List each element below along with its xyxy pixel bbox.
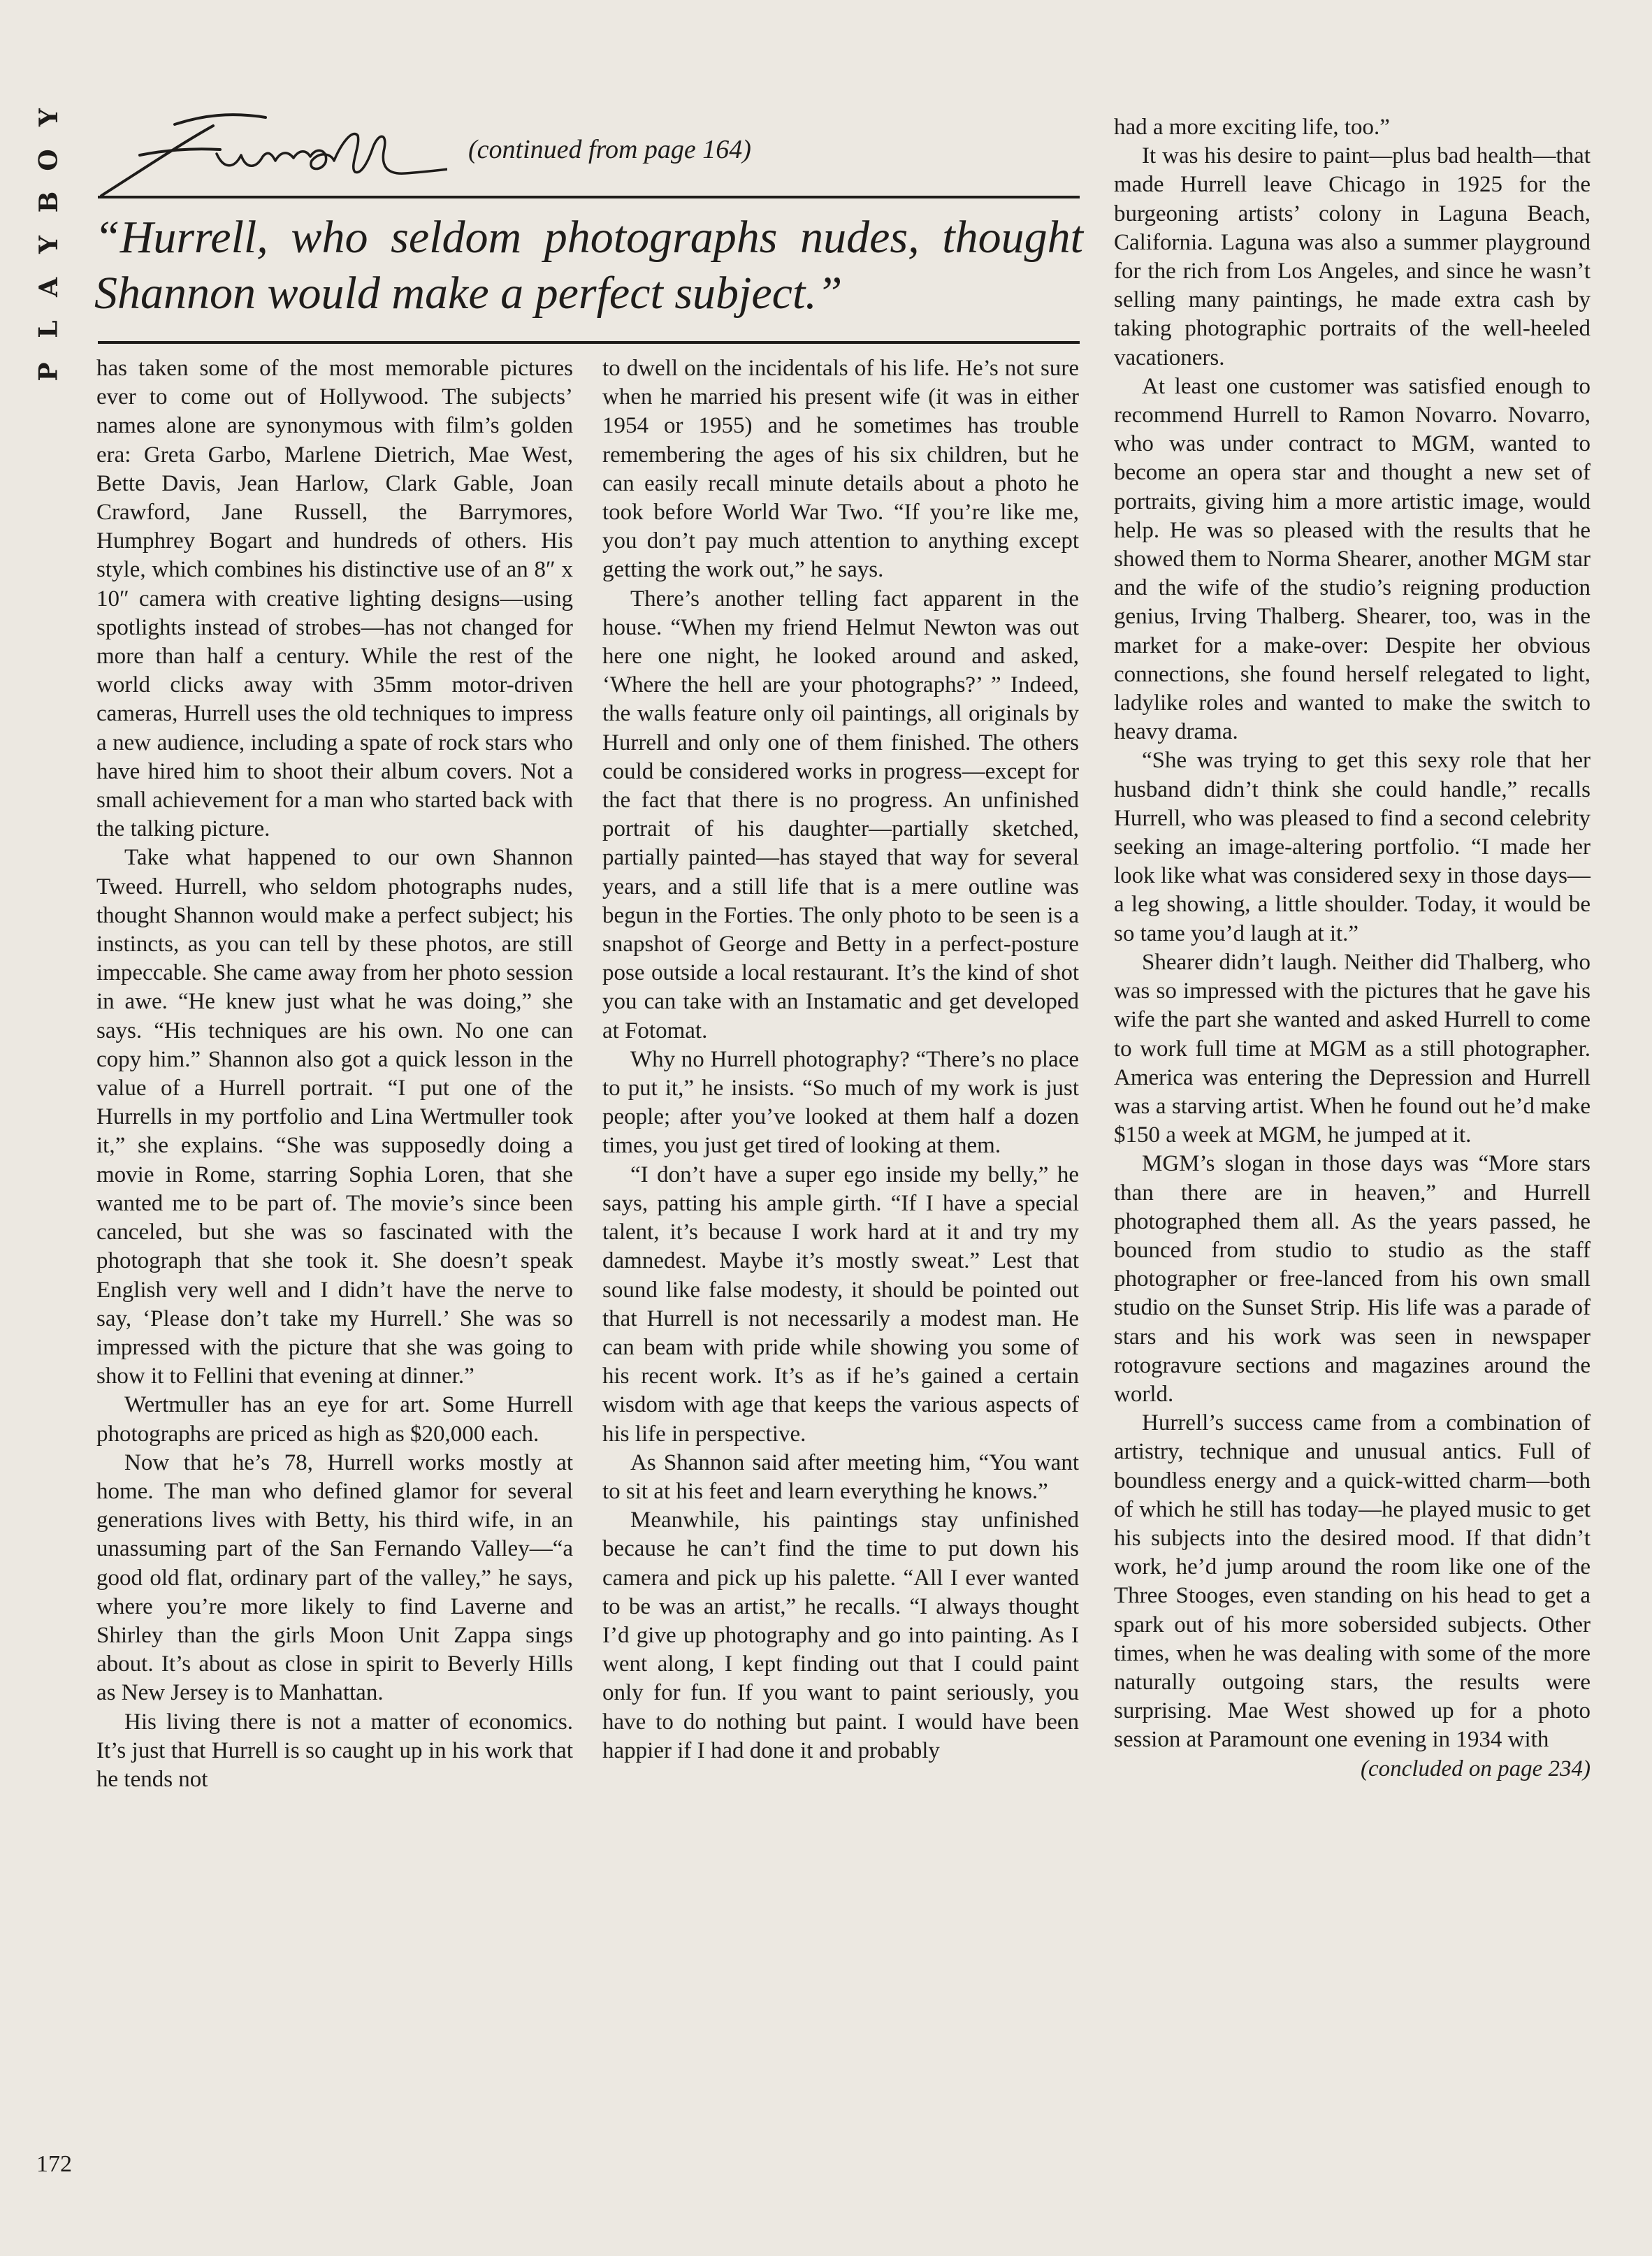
concluded-on-note: (concluded on page 234) xyxy=(1361,1756,1591,1781)
hurrell-signature-graphic xyxy=(98,105,447,203)
paragraph: It was his desire to paint—plus bad health—that made Hurrell leave Chicago in 1925 for the burgeoning artists’ colony in Laguna Beach, California. Laguna was also a summer playground for the rich from Los Angeles, and since he wasn’t selling many paintings, he made extra cash by taking photographic portraits of the well-heeled vacationers. xyxy=(1114,143,1591,370)
paragraph: Hurrell’s success came from a combination of artistry, technique and unusual antics. Full of boundless energy and a quick-witted charm—both of which he still has today—he played music to get his subjects into the desired mood. If that didn’t work, he’d jump around the room like one of the Three Stooges, even standing on his head to get a spark out of his more sobersided subjects. Other times, when he was dealing with some of the more naturally outgoing stars, the results were surprising. Mae West showed up for a photo session at Paramount one evening in 1934 with xyxy=(1114,1410,1591,1753)
paragraph: “She was trying to get this sexy role that her husband didn’t think she could handle,” recalls Hurrell, who was pleased to find a second celebrity seeking an image-altering portfolio. “I made her look like what was considered sexy in those days—a leg showing, a little shoulder. Today, it would be so tame you’d laugh at it.” xyxy=(1114,748,1591,946)
logo-letter: P xyxy=(34,362,64,382)
paragraph: Take what happened to our own Shannon Tweed. Hurrell, who seldom photographs nudes, thought Shannon would make a perfect subject; his instincts, as you can tell by these photos, are still impeccable. She came away from her photo session in awe. “He knew just what he was doing,” she says. “His techniques are his own. No one can copy him.” Shannon also got a quick lesson in the value of a Hurrell portrait. “I put one of the Hurrells in my portfolio and Lina Wertmuller took it,” she explains. “She was supposedly doing a movie in Rome, starring Sophia Loren, that she wanted me to be part of. The movie’s since been canceled, but she was so fascinated with the photograph that she took it. She doesn’t speak English very well and I didn’t have the nerve to say, ‘Please don’t take my Hurrell.’ She was so impressed with the picture that she was going to show it to Fellini that evening at dinner.” xyxy=(96,845,573,1389)
paragraph: MGM’s slogan in those days was “More stars than there are in heaven,” and Hurrell photographed them all. As the years passed, he bounced from studio to studio as the staff photographer or free-lanced from his own small studio on the Sunset Strip. His life was a parade of stars and his work was seen in newspaper rotogravure sections and magazines around the world. xyxy=(1114,1151,1591,1407)
paragraph: to dwell on the incidentals of his life. He’s not sure when he married his present wife (it was in either 1954 or 1955) and he sometimes has trouble remembering the ages of his six children, but he can easily recall minute details about a photo he took before World War Two. “If you’re like me, you don’t pay much attention to anything except getting the work out,” he says. xyxy=(602,356,1079,583)
logo-letter: O xyxy=(34,148,64,171)
text-column-1 xyxy=(96,354,573,1794)
divider-bottom xyxy=(98,341,1080,344)
paragraph: There’s another telling fact apparent in the house. “When my friend Helmut Newton was out here one night, he looked around and asked, ‘Where the hell are your photographs?’ ” Indeed, the walls feature only oil paintings, all originals by Hurrell and only one of them finished. The others could be considered works in progress—except for the fact that there is no progress. An unfinished portrait of his daughter—partially sketched, partially painted—has stayed that way for several years, and a still life that is a mere outline was begun in the Forties. The only photo to be seen is a snapshot of George and Betty in a perfect-posture pose outside a local restaurant. It’s the kind of shot you can take with an Instamatic and get developed at Fotomat. xyxy=(602,586,1079,1043)
text-column-3 xyxy=(1114,113,1591,1784)
logo-letter: L xyxy=(34,320,64,338)
paragraph: Shearer didn’t laugh. Neither did Thalberg, who was so impressed with the pictures that he gave his wife the part she wanted and asked Hurrell to come to work full time at MGM as a still photographer. America was entering the Depression and Hurrell was a starving artist. When he found out he’d make $150 a week at MGM, he jumped at it. xyxy=(1114,949,1591,1148)
continued-from-note: (continued from page 164) xyxy=(468,135,751,164)
paragraph: Wertmuller has an eye for art. Some Hurrell photographs are priced as high as $20,000 each. xyxy=(96,1392,573,1447)
text-column-2 xyxy=(602,354,1079,1765)
paragraph: had a more exciting life, too.” xyxy=(1114,115,1390,140)
logo-letter: B xyxy=(34,191,64,213)
pull-quote xyxy=(94,210,1083,321)
pull-quote-line: “Hurrell, who seldom photographs nudes, thought xyxy=(94,212,1083,263)
paragraph: Why no Hurrell photography? “There’s no place to put it,” he insists. “So much of my work is just people; after you’ve looked at them half a dozen times, you just get tired of looking at them. xyxy=(602,1046,1079,1159)
logo-letter: A xyxy=(34,277,64,297)
paragraph: His living there is not a matter of economics. It’s just that Hurrell is so caught up in his work that he tends not xyxy=(96,1709,573,1792)
page-number: 172 xyxy=(36,2151,72,2177)
paragraph: “I don’t have a super ego inside my belly,” he says, patting his ample girth. “If I have a special talent, it’s because I work hard at it and try my damnedest. Maybe it’s mostly sweat.” Lest that sound like false modesty, it should be pointed out that Hurrell is not necessarily a modest man. He can beam with pride while showing you some of his recent work. It’s as if he’s gained a certain wisdom with age that keeps the various aspects of his life in perspective. xyxy=(602,1162,1079,1447)
article-header xyxy=(98,105,1080,203)
magazine-logo-vertical xyxy=(34,105,64,384)
paragraph: has taken some of the most memorable pictures ever to come out of Hollywood. The subjects’ names alone are synonymous with film’s golden era: Greta Garbo, Marlene Dietrich, Mae West, Bette Davis, Jean Harlow, Clark Gable, Joan Crawford, Jane Russell, the Barrymores, Humphrey Bogart and hundreds of others. His style, which combines his distinctive use of an 8″ x 10″ camera with creative lighting designs—using spotlights instead of strobes—has not changed for more than half a century. While the rest of the world clicks away with 35mm motor-driven cameras, Hurrell uses the old techniques to impress a new audience, including a spate of rock stars who have hired him to shoot their album covers. Not a small achievement for a man who started back with the talking picture. xyxy=(96,356,573,842)
logo-letter: Y xyxy=(34,236,64,254)
logo-letter: Y xyxy=(34,108,64,126)
paragraph: Now that he’s 78, Hurrell works mostly at home. The man who defined glamor for several generations lives with Betty, his third wife, in an unassuming part of the San Fernando Valley—“a good old flat, ordinary part of the valley,” he says, where you’re more likely to find Laverne and Shirley than the girls Moon Unit Zappa sings about. It’s about as close in spirit to Beverly Hills as New Jersey is to Manhattan. xyxy=(96,1449,573,1706)
pull-quote-line: Shannon would make a perfect subject.” xyxy=(94,268,843,319)
paragraph: Meanwhile, his paintings stay unfinished because he can’t find the time to put down his camera and pick up his palette. “All I ever wanted to be was an artist,” he recalls. “I always thought I’d give up photography and go into painting. As I went along, I kept finding out that I could paint only for fun. If you want to paint seriously, you have to do nothing but paint. I would have been happier if I had done it and probably xyxy=(602,1507,1079,1763)
paragraph: As Shannon said after meeting him, “You want to sit at his feet and learn everything he knows.” xyxy=(602,1449,1079,1504)
paragraph: At least one customer was satisfied enough to recommend Hurrell to Ramon Novarro. Novarro, who was under contract to MGM, wanted to become an opera star and thought a new set of portraits, giving him a more artistic image, would help. He was so pleased with the results that he showed them to Norma Shearer, another MGM star and the wife of the studio’s reigning production genius, Irving Thalberg. Shearer, too, was in the market for a make-over: Despite her obvious connections, she found herself relegated to light, ladylike roles and wanted to make the switch to heavy drama. xyxy=(1114,373,1591,745)
divider-top xyxy=(98,196,1080,198)
